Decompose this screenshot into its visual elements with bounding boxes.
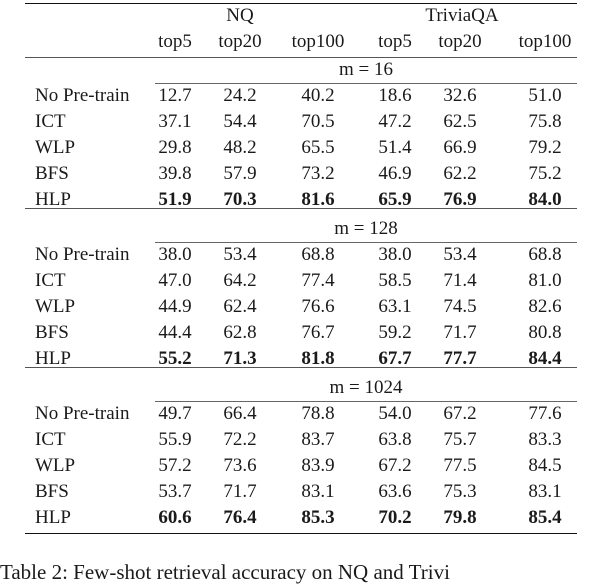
table-cell: 79.8 <box>443 507 477 528</box>
method-label: ICT <box>35 429 66 450</box>
table-cell: 65.5 <box>301 137 335 158</box>
table-cell: 81.8 <box>301 348 335 369</box>
table-cell: 47.0 <box>158 270 192 291</box>
method-label: HLP <box>35 507 71 528</box>
table-cell: 83.7 <box>301 429 335 450</box>
table-cell: 55.9 <box>158 429 192 450</box>
table-cell: 53.4 <box>443 244 477 265</box>
table-cell: 63.8 <box>378 429 412 450</box>
table-cell: 75.7 <box>443 429 477 450</box>
table-cell: 58.5 <box>378 270 412 291</box>
table-cell: 84.5 <box>528 455 562 476</box>
table-cell: 75.3 <box>443 481 477 502</box>
table-cell: 47.2 <box>378 111 412 132</box>
table-cell: 54.0 <box>378 403 412 424</box>
table-cell: 51.9 <box>158 189 192 210</box>
table-cell: 84.4 <box>528 348 562 369</box>
table-cell: 51.0 <box>528 85 562 106</box>
method-label: ICT <box>35 111 66 132</box>
dataset-header-nq: NQ <box>226 5 254 26</box>
table-cell: 29.8 <box>158 137 192 158</box>
table-caption: Table 2: Few-shot retrieval accuracy on NQ and Trivi <box>0 560 450 584</box>
method-label: HLP <box>35 348 71 369</box>
table-cell: 48.2 <box>223 137 257 158</box>
table-cell: 65.9 <box>378 189 412 210</box>
table-cell: 81.0 <box>528 270 562 291</box>
table-cell: 38.0 <box>378 244 412 265</box>
table-cell: 84.0 <box>528 189 562 210</box>
table-cell: 49.7 <box>158 403 192 424</box>
table-cell: 77.4 <box>301 270 335 291</box>
table-cell: 70.2 <box>378 507 412 528</box>
table-cell: 73.2 <box>301 163 335 184</box>
method-label: WLP <box>35 296 76 317</box>
method-label: HLP <box>35 189 71 210</box>
group-separator-rule <box>25 208 577 209</box>
column-header: top100 <box>291 31 345 52</box>
table-cell: 12.7 <box>158 85 192 106</box>
table-cell: 54.4 <box>223 111 257 132</box>
group-rule <box>155 83 577 84</box>
method-label: No Pre-train <box>35 85 130 106</box>
top-rule <box>25 3 577 4</box>
table-cell: 80.8 <box>528 322 562 343</box>
table-cell: 75.2 <box>528 163 562 184</box>
method-label: No Pre-train <box>35 244 130 265</box>
table-cell: 59.2 <box>378 322 412 343</box>
column-header: top5 <box>158 31 192 52</box>
table-cell: 51.4 <box>378 137 412 158</box>
table-cell: 85.3 <box>301 507 335 528</box>
table-cell: 74.5 <box>443 296 477 317</box>
table-cell: 68.8 <box>301 244 335 265</box>
column-header: top5 <box>378 31 412 52</box>
group-label: m = 128 <box>334 218 398 239</box>
table-cell: 67.2 <box>443 403 477 424</box>
method-label: BFS <box>35 163 69 184</box>
table-cell: 71.7 <box>223 481 257 502</box>
column-header: top20 <box>438 31 482 52</box>
group-rule <box>155 242 577 243</box>
group-label: m = 1024 <box>329 377 403 398</box>
table-cell: 79.2 <box>528 137 562 158</box>
column-header: top20 <box>218 31 262 52</box>
table-cell: 82.6 <box>528 296 562 317</box>
bottom-rule <box>25 533 577 534</box>
table-cell: 18.6 <box>378 85 412 106</box>
dataset-header-triviaqa: TriviaQA <box>425 5 499 26</box>
table-cell: 83.9 <box>301 455 335 476</box>
table-cell: 78.8 <box>301 403 335 424</box>
table-cell: 60.6 <box>158 507 192 528</box>
table-cell: 83.1 <box>301 481 335 502</box>
table-cell: 77.7 <box>443 348 477 369</box>
table-cell: 76.9 <box>443 189 477 210</box>
table-cell: 71.3 <box>223 348 257 369</box>
table-cell: 39.8 <box>158 163 192 184</box>
group-label: m = 16 <box>339 59 393 80</box>
table-cell: 67.2 <box>378 455 412 476</box>
table-cell: 53.4 <box>223 244 257 265</box>
table-cell: 67.7 <box>378 348 412 369</box>
table-cell: 62.5 <box>443 111 477 132</box>
table-cell: 85.4 <box>528 507 562 528</box>
table-cell: 77.6 <box>528 403 562 424</box>
table-cell: 66.4 <box>223 403 257 424</box>
table-cell: 24.2 <box>223 85 257 106</box>
table-cell: 70.5 <box>301 111 335 132</box>
table-cell: 76.4 <box>223 507 257 528</box>
table-cell: 46.9 <box>378 163 412 184</box>
table-cell: 62.4 <box>223 296 257 317</box>
column-header: top100 <box>518 31 572 52</box>
table-cell: 73.6 <box>223 455 257 476</box>
table-cell: 32.6 <box>443 85 477 106</box>
table-cell: 37.1 <box>158 111 192 132</box>
method-label: BFS <box>35 481 69 502</box>
group-separator-rule <box>25 367 577 368</box>
table-cell: 44.9 <box>158 296 192 317</box>
table-cell: 83.3 <box>528 429 562 450</box>
table-cell: 71.4 <box>443 270 477 291</box>
table-cell: 64.2 <box>223 270 257 291</box>
table-cell: 38.0 <box>158 244 192 265</box>
table-cell: 57.2 <box>158 455 192 476</box>
table-cell: 76.6 <box>301 296 335 317</box>
table-cell: 83.1 <box>528 481 562 502</box>
method-label: No Pre-train <box>35 403 130 424</box>
table-cell: 62.8 <box>223 322 257 343</box>
table-cell: 75.8 <box>528 111 562 132</box>
table-cell: 63.1 <box>378 296 412 317</box>
table-cell: 53.7 <box>158 481 192 502</box>
table-cell: 77.5 <box>443 455 477 476</box>
group-rule <box>155 401 577 402</box>
table-cell: 72.2 <box>223 429 257 450</box>
method-label: BFS <box>35 322 69 343</box>
method-label: WLP <box>35 455 76 476</box>
table-cell: 62.2 <box>443 163 477 184</box>
method-label: WLP <box>35 137 76 158</box>
table-cell: 70.3 <box>223 189 257 210</box>
table-cell: 63.6 <box>378 481 412 502</box>
table-cell: 57.9 <box>223 163 257 184</box>
header-rule <box>25 57 577 58</box>
table-cell: 71.7 <box>443 322 477 343</box>
table-cell: 44.4 <box>158 322 192 343</box>
table-cell: 68.8 <box>528 244 562 265</box>
table-cell: 76.7 <box>301 322 335 343</box>
table-cell: 40.2 <box>301 85 335 106</box>
table-cell: 55.2 <box>158 348 192 369</box>
method-label: ICT <box>35 270 66 291</box>
table-cell: 81.6 <box>301 189 335 210</box>
table-cell: 66.9 <box>443 137 477 158</box>
